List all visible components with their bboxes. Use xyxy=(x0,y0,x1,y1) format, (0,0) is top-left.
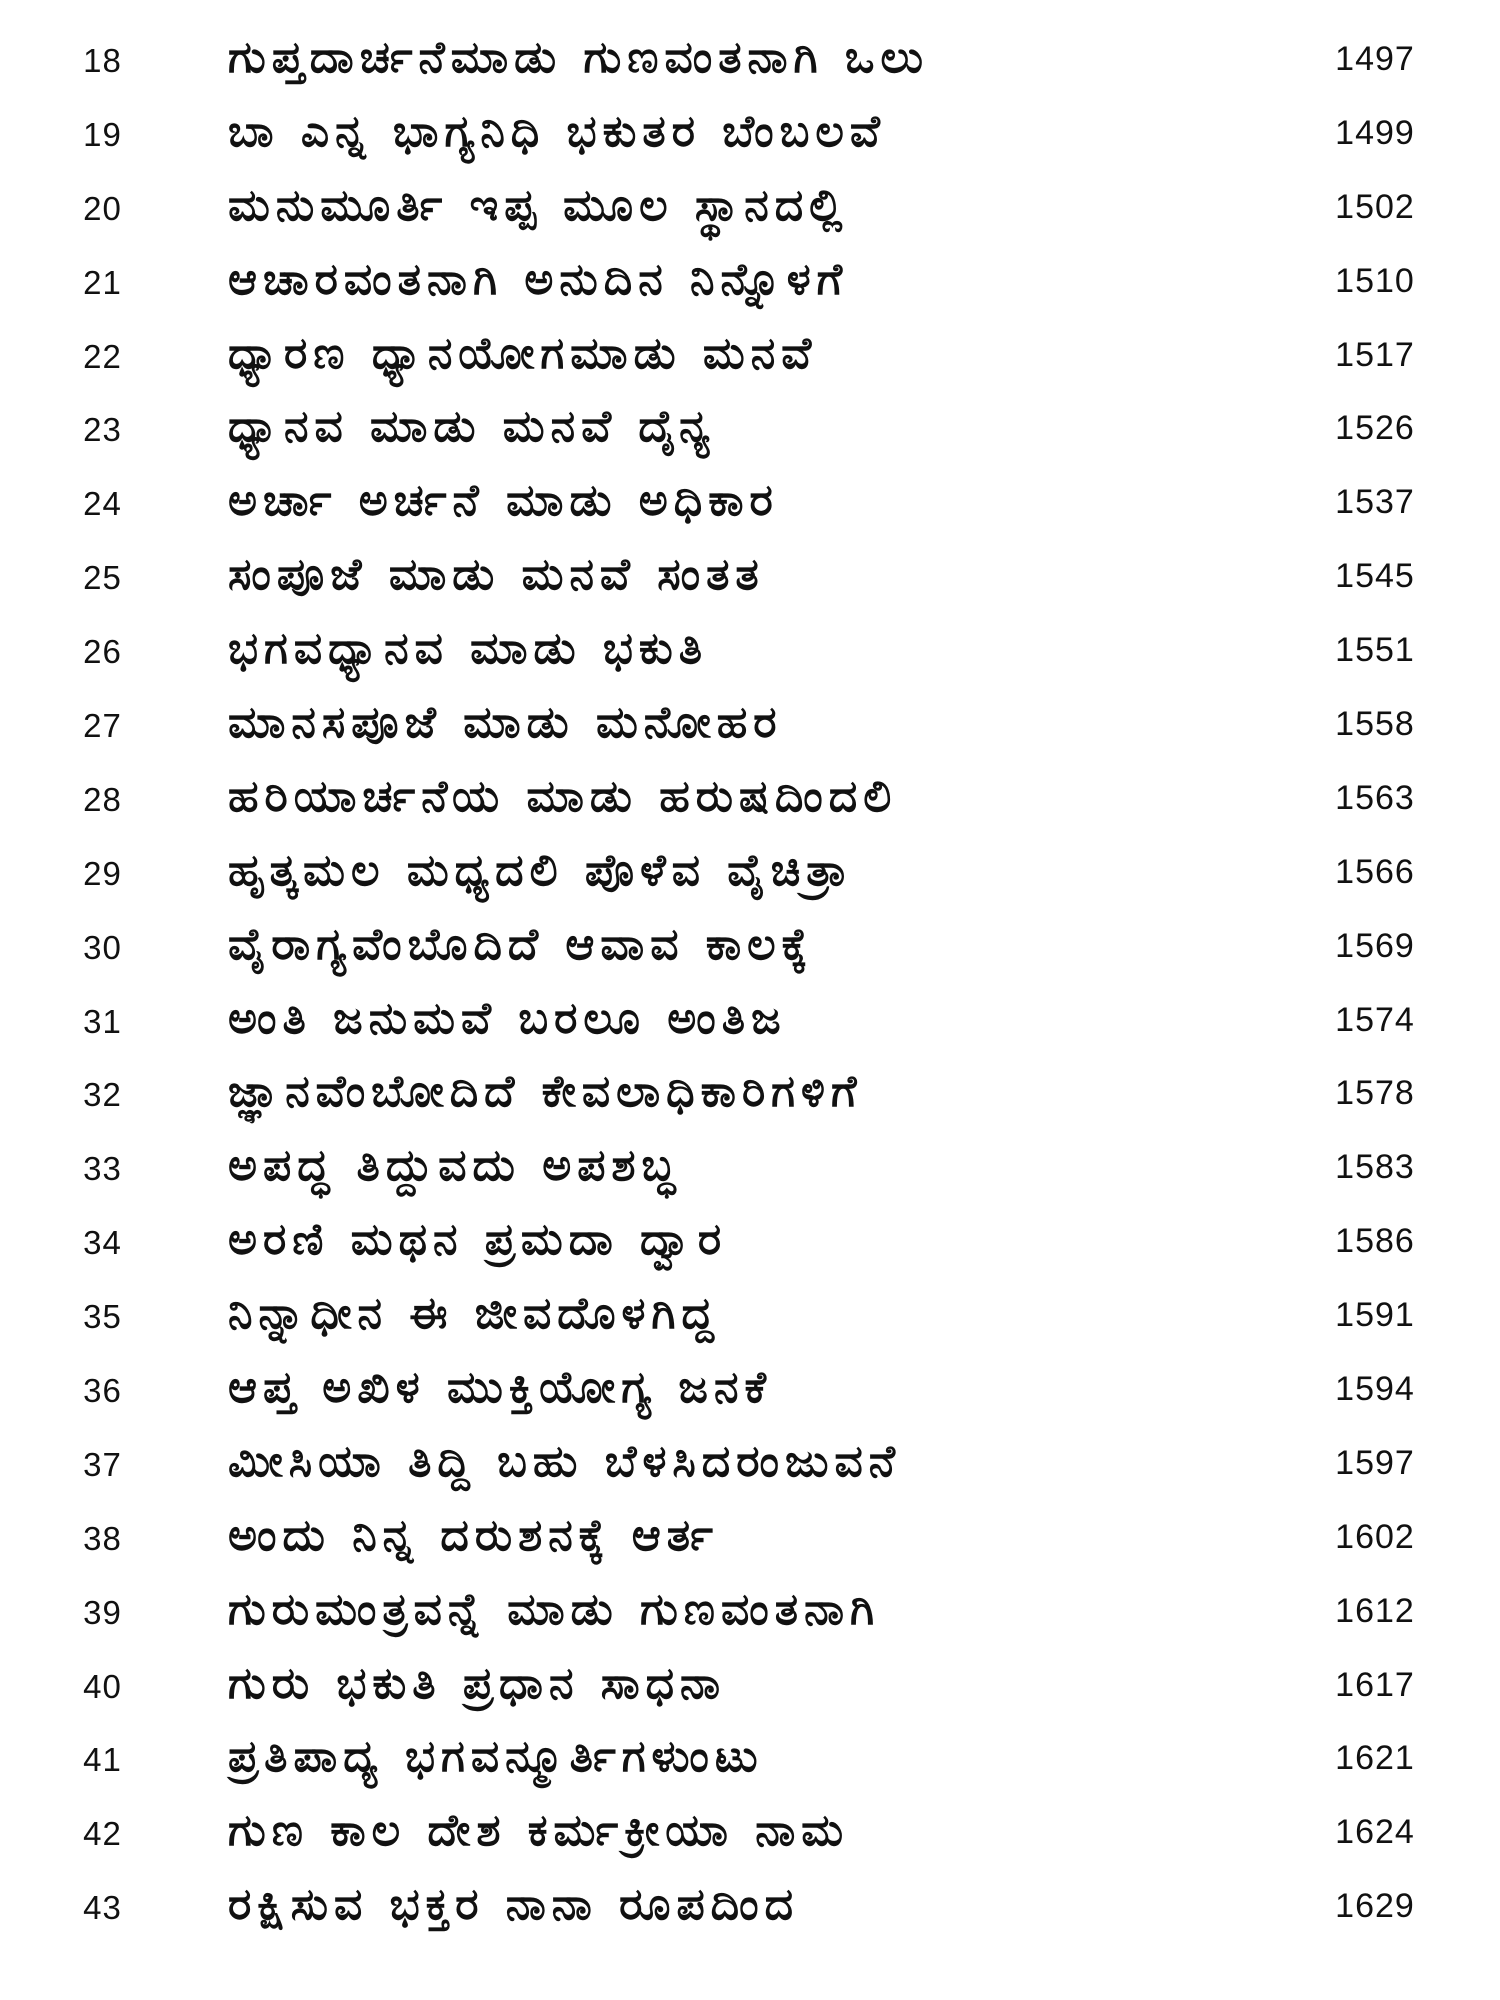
table-of-contents xyxy=(0,30,1500,1951)
toc-entry-row xyxy=(0,1877,1500,1951)
entry-title: ಅರ್ಚಾ ಅರ್ಚನೆ ಮಾಡು ಅಧಿಕಾರ xyxy=(228,475,779,527)
entry-page-number: 1497 xyxy=(1335,40,1415,78)
entry-page-number: 1621 xyxy=(1335,1739,1415,1778)
entry-number: 36 xyxy=(83,1372,122,1410)
entry-number: 39 xyxy=(83,1593,122,1631)
entry-page-number: 1517 xyxy=(1335,335,1415,374)
entry-number: 21 xyxy=(83,263,122,301)
entry-title: ಬಾ ಎನ್ನ ಭಾಗ್ಯನಿಧಿ ಭಕುತರ ಬೆಂಬಲವೆ xyxy=(228,105,886,157)
entry-title: ರಕ್ಷಿಸುವ ಭಕ್ತರ ನಾನಾ ರೂಪದಿಂದ xyxy=(228,1879,799,1931)
entry-page-number: 1510 xyxy=(1335,261,1415,300)
entry-number: 40 xyxy=(83,1667,122,1705)
toc-entry-row xyxy=(0,917,1500,991)
entry-title: ಅಂತಿ ಜನುಮವೆ ಬರಲೂ ಅಂತಿಜ xyxy=(228,992,787,1044)
entry-number: 32 xyxy=(83,1076,122,1114)
toc-entry-row xyxy=(0,30,1500,104)
entry-number: 25 xyxy=(83,559,122,597)
entry-title: ಸಂಪೂಜೆ ಮಾಡು ಮನವೆ ಸಂತತ xyxy=(228,549,765,601)
entry-number: 33 xyxy=(83,1150,122,1188)
entry-number: 22 xyxy=(83,337,122,375)
entry-title: ಗುಪ್ತದಾರ್ಚನೆಮಾಡು ಗುಣವಂತನಾಗಿ ಒಲು xyxy=(228,32,929,83)
toc-entry-row xyxy=(0,991,1500,1065)
entry-number: 23 xyxy=(83,411,122,449)
entry-title: ಗುರುಮಂತ್ರವನ್ನೆ ಮಾಡು ಗುಣವಂತನಾಗಿ xyxy=(228,1583,881,1635)
entry-page-number: 1558 xyxy=(1335,705,1415,744)
entry-title: ಗುಣ ಕಾಲ ದೇಶ ಕರ್ಮಕ್ರೀಯಾ ನಾಮ xyxy=(228,1805,850,1857)
entry-title: ಮಾನಸಪೂಜೆ ಮಾಡು ಮನೋಹರ xyxy=(228,697,783,749)
toc-entry-row xyxy=(0,547,1500,621)
entry-title: ಪ್ರತಿಪಾದ್ಯ ಭಗವನ್ಮೂರ್ತಿಗಳುಂಟು xyxy=(228,1731,764,1783)
entry-page-number: 1499 xyxy=(1335,113,1415,152)
entry-page-number: 1526 xyxy=(1335,409,1415,448)
entry-number: 29 xyxy=(83,854,122,892)
entry-title: ಮನುಮೂರ್ತಿ ಇಪ್ಪ ಮೂಲ ಸ್ಥಾನದಲ್ಲಿ xyxy=(228,179,849,231)
toc-entry-row xyxy=(0,473,1500,547)
entry-page-number: 1629 xyxy=(1335,1887,1415,1926)
toc-entry-row xyxy=(0,1434,1500,1508)
entry-number: 34 xyxy=(83,1224,122,1262)
toc-entry-row xyxy=(0,1656,1500,1730)
toc-entry-row xyxy=(0,1508,1500,1582)
entry-page-number: 1617 xyxy=(1335,1665,1415,1704)
entry-number: 41 xyxy=(83,1741,122,1779)
entry-page-number: 1578 xyxy=(1335,1074,1415,1113)
entry-number: 27 xyxy=(83,707,122,745)
entry-page-number: 1594 xyxy=(1335,1370,1415,1409)
entry-page-number: 1602 xyxy=(1335,1517,1415,1556)
toc-entry-row xyxy=(0,178,1500,252)
entry-number: 19 xyxy=(83,115,122,153)
entry-page-number: 1591 xyxy=(1335,1296,1415,1335)
entry-page-number: 1563 xyxy=(1335,778,1415,817)
toc-entry-row xyxy=(0,326,1500,400)
entry-number: 31 xyxy=(83,1002,122,1040)
toc-entry-row xyxy=(0,252,1500,326)
toc-entry-row xyxy=(0,1286,1500,1360)
toc-entry-row xyxy=(0,843,1500,917)
entry-page-number: 1537 xyxy=(1335,483,1415,522)
toc-entry-row xyxy=(0,1064,1500,1138)
entry-number: 24 xyxy=(83,485,122,523)
entry-page-number: 1569 xyxy=(1335,926,1415,965)
toc-entry-row xyxy=(0,1212,1500,1286)
entry-title: ಅಂದು ನಿನ್ನ ದರುಶನಕ್ಕೆ ಆರ್ತ xyxy=(228,1509,719,1561)
entry-number: 38 xyxy=(83,1519,122,1557)
entry-number: 37 xyxy=(83,1445,122,1483)
entry-title: ಮೀಸಿಯಾ ತಿದ್ದಿ ಬಹು ಬೆಳಸಿದರಂಜುವನೆ xyxy=(228,1435,902,1487)
entry-page-number: 1574 xyxy=(1335,1000,1415,1039)
entry-number: 43 xyxy=(83,1889,122,1927)
entry-number: 18 xyxy=(83,42,122,79)
toc-entry-row xyxy=(0,1360,1500,1434)
entry-title: ಜ್ಞಾನವೆಂಬೋದಿದೆ ಕೇವಲಾಧಿಕಾರಿಗಳಿಗೆ xyxy=(228,1066,863,1118)
entry-page-number: 1566 xyxy=(1335,852,1415,891)
entry-title: ಹೃತ್ಕಮಲ ಮಧ್ಯದಲಿ ಪೊಳೆವ ವೈಚಿತ್ರಾ xyxy=(228,844,854,896)
toc-entry-row xyxy=(0,104,1500,178)
entry-title: ನಿನ್ನಾಧೀನ ಈ ಜೀವದೊಳಗಿದ್ದ xyxy=(228,1288,720,1340)
entry-title: ಅಪದ್ಧ ತಿದ್ದುವದು ಅಪಶಬ್ಧ xyxy=(228,1140,681,1192)
entry-title: ಗುರು ಭಕುತಿ ಪ್ರಧಾನ ಸಾಧನಾ xyxy=(228,1657,727,1709)
entry-number: 42 xyxy=(83,1815,122,1853)
entry-title: ಭಗವಧ್ಯಾನವ ಮಾಡು ಭಕುತಿ xyxy=(228,623,709,675)
entry-page-number: 1612 xyxy=(1335,1591,1415,1630)
entry-page-number: 1583 xyxy=(1335,1148,1415,1187)
entry-page-number: 1624 xyxy=(1335,1813,1415,1852)
toc-entry-row xyxy=(0,1803,1500,1877)
entry-number: 30 xyxy=(83,928,122,966)
entry-number: 28 xyxy=(83,780,122,818)
entry-page-number: 1597 xyxy=(1335,1443,1415,1482)
entry-title: ಹರಿಯಾರ್ಚನೆಯ ಮಾಡು ಹರುಷದಿಂದಲಿ xyxy=(228,770,898,822)
toc-entry-row xyxy=(0,399,1500,473)
toc-entry-row xyxy=(0,695,1500,769)
entry-title: ಆಪ್ತ ಅಖಿಳ ಮುಕ್ತಿಯೋಗ್ಯ ಜನಕೆ xyxy=(228,1362,773,1414)
entry-title: ಧ್ಯಾರಣ ಧ್ಯಾನಯೋಗಮಾಡು ಮನವೆ xyxy=(228,327,818,379)
entry-page-number: 1545 xyxy=(1335,557,1415,596)
entry-title: ವೈರಾಗ್ಯವೆಂಬೊದಿದೆ ಆವಾವ ಕಾಲಕ್ಕೆ xyxy=(228,918,814,970)
entry-page-number: 1586 xyxy=(1335,1222,1415,1261)
toc-entry-row xyxy=(0,769,1500,843)
toc-entry-row xyxy=(0,1582,1500,1656)
entry-number: 20 xyxy=(83,189,122,227)
toc-entry-row xyxy=(0,1729,1500,1803)
entry-page-number: 1551 xyxy=(1335,631,1415,670)
toc-entry-row xyxy=(0,621,1500,695)
entry-title: ಅರಣಿ ಮಥನ ಪ್ರಮದಾ ದ್ವಾರ xyxy=(228,1214,728,1266)
entry-number: 35 xyxy=(83,1298,122,1336)
entry-title: ಆಚಾರವಂತನಾಗಿ ಅನುದಿನ ನಿನ್ನೊಳಗೆ xyxy=(228,253,849,305)
toc-entry-row xyxy=(0,1138,1500,1212)
entry-page-number: 1502 xyxy=(1335,187,1415,226)
entry-number: 26 xyxy=(83,633,122,671)
entry-title: ಧ್ಯಾನವ ಮಾಡು ಮನವೆ ದೈನ್ಯ xyxy=(228,401,716,453)
